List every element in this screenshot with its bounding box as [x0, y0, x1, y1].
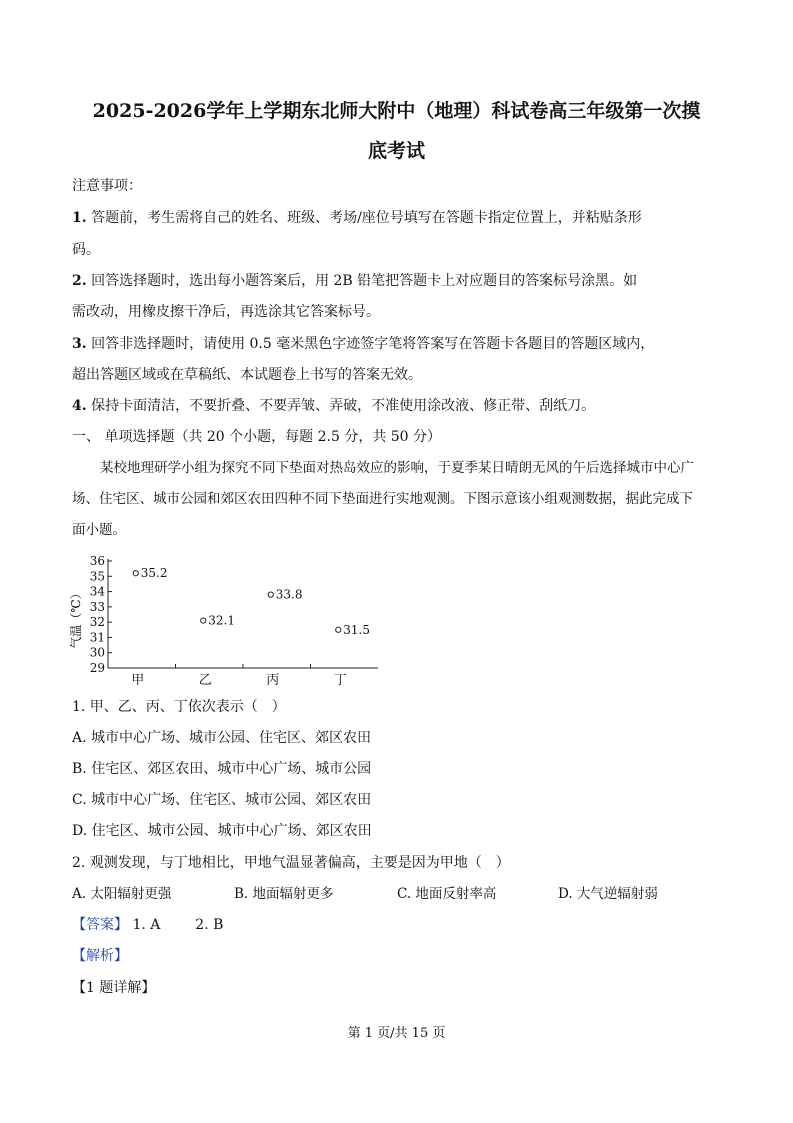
question-1-option-a: A. 城市中心广场、城市公园、住宅区、郊区农田	[72, 730, 372, 746]
analysis-label: 【解析】	[72, 948, 128, 964]
question-2-option-d: D. 大气逆辐射弱	[558, 886, 658, 902]
notice-item-3	[72, 329, 732, 360]
notice-item-1	[72, 203, 732, 234]
notice-heading: 注意事项：	[72, 178, 142, 194]
intro-line2: 场、住宅区、城市公园和郊区农田四种不同下垫面进行实地观测。下图示意该小组观测数据，据此完成下	[72, 491, 693, 507]
notice-item-3-cont: 超出答题区域或在草稿纸、本试题卷上书写的答案无效。	[72, 367, 422, 383]
data-point	[336, 627, 341, 632]
data-label: 31.5	[343, 622, 370, 637]
data-point	[268, 592, 273, 597]
data-label: 33.8	[275, 587, 303, 602]
page-footer: 第 1 页/共 15 页	[347, 1026, 446, 1041]
exam-title-line1: 2025-2026学年上学期东北师大附中（地理）科试卷高三年级第一次摸	[92, 100, 701, 122]
question-1-option-c: C. 城市中心广场、住宅区、城市公园、郊区农田	[72, 792, 372, 808]
intro-line3: 面小题。	[72, 522, 126, 538]
data-label: 32.1	[208, 613, 235, 628]
y-tick-label: 31	[89, 630, 105, 645]
detail-label: 【1 题详解】	[72, 980, 156, 996]
x-tick-label: 乙	[198, 673, 212, 688]
question-2-option-c: C. 地面反射率高	[397, 886, 497, 902]
notice-item-number: 4.	[72, 398, 87, 414]
y-tick-label: 36	[89, 554, 105, 568]
question-2-option-a: A. 太阳辐射更强	[72, 886, 172, 902]
x-tick-label: 丁	[333, 673, 347, 688]
notice-item-2	[72, 266, 732, 297]
y-tick-label: 30	[89, 645, 105, 660]
y-tick-label: 34	[89, 584, 105, 599]
x-tick-label: 甲	[131, 673, 145, 688]
question-1-stem: 1. 甲、乙、丙、丁依次表示（ ）	[72, 699, 286, 715]
notice-item-text: 回答非选择题时，请使用 0.5 毫米黑色字迹签字笔将答案写在答题卡各题目的答题区域内，	[91, 336, 655, 352]
question-1-option-d: D. 住宅区、城市公园、城市中心广场、郊区农田	[72, 823, 372, 839]
question-2-option-b: B. 地面辐射更多	[234, 886, 334, 902]
answer-2: 2. B	[195, 917, 224, 933]
question-2-options	[72, 879, 712, 910]
intro-line1: 某校地理研学小组为探究不同下垫面对热岛效应的影响，于夏季某日晴朗无风的午后选择城市中心广	[100, 460, 694, 476]
notice-item-number: 3.	[72, 336, 87, 352]
y-tick-label: 35	[89, 569, 105, 584]
x-tick-label: 丙	[266, 673, 280, 688]
y-tick-label: 32	[89, 615, 105, 630]
question-1-option-b: B. 住宅区、郊区农田、城市中心广场、城市公园	[72, 761, 372, 777]
notice-item-number: 2.	[72, 273, 87, 289]
y-tick-label: 29	[89, 661, 105, 675]
notice-item-number: 1.	[72, 210, 87, 226]
data-point	[133, 571, 138, 576]
temperature-chart	[68, 548, 388, 693]
notice-item-1-cont: 码。	[72, 242, 100, 258]
question-2-stem: 2. 观测发现，与丁地相比，甲地气温显著偏高，主要是因为甲地（ ）	[72, 855, 510, 871]
notice-item-text: 回答选择题时，选出每小题答案后，用 2B 铅笔把答题卡上对应题目的答案标号涂黑。如	[91, 273, 638, 289]
data-point	[201, 618, 206, 623]
notice-item-text: 保持卡面清洁，不要折叠、不要弄皱、弄破，不准使用涂改液、修正带、刮纸刀。	[91, 398, 596, 414]
notice-item-text: 答题前，考生需将自己的姓名、班级、考场/座位号填写在答题卡指定位置上，并粘贴条形	[91, 210, 642, 226]
notice-item-4	[72, 391, 732, 422]
answer-row	[72, 910, 732, 941]
data-label: 35.2	[140, 566, 168, 581]
y-tick-label: 33	[89, 599, 105, 614]
answer-1: 1. A	[132, 917, 161, 933]
notice-item-2-cont: 需改动，用橡皮擦干净后，再选涂其它答案标号。	[72, 304, 380, 320]
answer-label: 【答案】	[72, 917, 128, 933]
y-axis-label: 气温（℃）	[69, 587, 83, 649]
exam-title-line2: 底考试	[367, 140, 425, 162]
section-heading: 一、 单项选择题（共 20 个小题，每题 2.5 分，共 50 分）	[72, 429, 442, 445]
